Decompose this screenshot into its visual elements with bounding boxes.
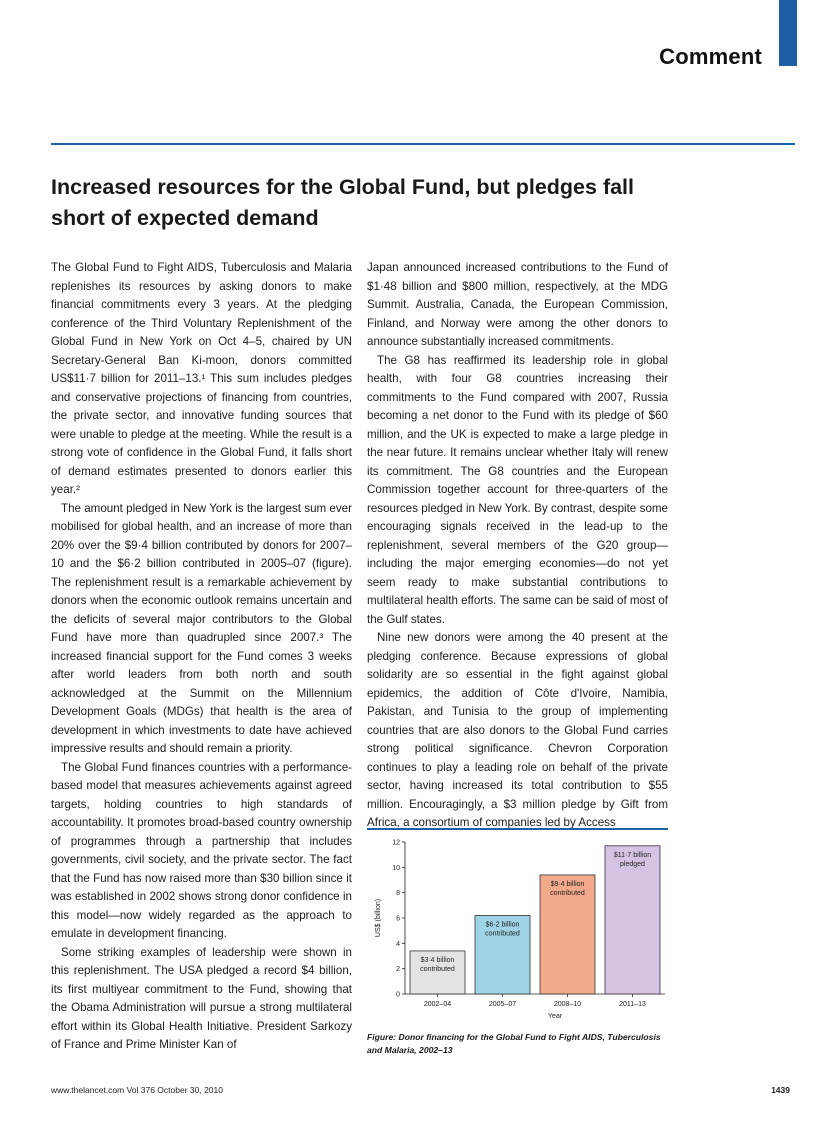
paragraph: The G8 has reaffirmed its leadership role in global health, with four G8 countries increasing their commitments to the Fund compared with 2007, Russia becoming a net donor to the Fund with its pledge of $60 million, and the UK is expected to make a large pledge in the near future. It remains unclear whether Italy will renew its commitment. The G8 countries and the European Commission together account for three-quarters of the resources pledged in New York. By contrast, despite some encouraging signals received in the lead-up to the replenishment, several members of the G20 group—including the major emerging economies—do not yet seem ready to make substantial contributions to multilateral health efforts. The same can be said of most of the Gulf states. [367,353,668,626]
paragraph: Japan announced increased contributions to the Fund of $1·48 billion and $800 million, respectively, at the MDG Summit. Australia, Canada, the European Commission, Finland, and Norway were among the other donors to announce substantially increased commitments. [367,261,668,348]
footer-citation: www.thelancet.com Vol 376 October 30, 2010 [51,1085,223,1095]
right-column [367,259,668,833]
page-number: 1439 [771,1085,790,1095]
paragraph: The amount pledged in New York is the largest sum ever mobilised for global health, and an increase of more than 20% over the $9·4 billion contributed by donors for 2007–10 and the $6·2 billion contributed in 2005–07 (figure). The replenishment result is a remarkable achievement by donors when the economic outlook remains uncertain and the deficits of several major contributors to the Global Fund have more than quadrupled since 2007.³ The increased financial support for the Fund comes 3 weeks after world leaders from both north and south acknowledged at the Summit on the Millennium Development Goals (MDGs) that health is the area of development in which investments to date have achieved impressive results and should remain a priority. [51,501,352,755]
header-rule [51,143,795,145]
article-title: Increased resources for the Global Fund, but pledges fall short of expected demand [51,175,635,230]
bar-data-label: $6·2 billion [485,921,520,929]
y-tick-label: 6 [396,915,400,923]
paragraph: The Global Fund to Fight AIDS, Tuberculosis and Malaria replenishes its resources by asking donors to make financial commitments every 3 years. At the pledging conference of the Third Voluntary Replenishment of the Global Fund in New York on Oct 4–5, chaired by UN Secretary-General Ban Ki-moon, donors committed US$11·7 billion for 2011–13.¹ This sum includes pledges and conservative projections of financing from countries, the private sector, and innovative funding sources that were unable to pledge at the meeting. While the result is a strong vote of confidence in the Global Fund, it falls short of demand estimates presented to donors earlier this year.² [51,261,352,496]
section-label: Comment [659,44,762,69]
bar-data-label: $3·4 billion [420,956,455,964]
y-tick-label: 8 [396,890,400,898]
x-tick-label: 2002–04 [423,1001,452,1008]
y-tick-label: 12 [392,839,400,847]
paragraph: Some striking examples of leadership were shown in this replenishment. The USA pledged a record $4 billion, its first multiyear commitment to the Fund, showing that the Obama Administration will pursue a strong multilateral effort within its Global Health Initiative. President Sarkozy of France and Prime Minister Kan of [51,945,352,1051]
bar-data-label: contributed [550,889,585,897]
x-tick-label: 2008–10 [553,1001,582,1008]
bar [605,846,660,994]
left-column [51,259,352,1055]
x-axis-label: Year [547,1013,563,1020]
bar-data-label: contributed [485,930,520,938]
y-tick-label: 0 [396,991,400,999]
bar-data-label: contributed [420,965,455,973]
y-tick-label: 4 [396,940,400,948]
x-tick-label: 2011–13 [619,1001,646,1008]
bar-chart [367,836,668,1026]
figure-caption: Figure: Donor financing for the Global Fund to Fight AIDS, Tuberculosis and Malaria, 2002–13 [367,1032,661,1055]
y-tick-label: 10 [392,864,400,872]
paragraph: Nine new donors were among the 40 present at the pledging conference. Because expressions of global solidarity are so essential in the fight against global epidemics, the addition of Côte d'Ivoire, Namibia, Pakistan, and Tunisia to the group of implementing countries that are also donors to the Global Fund carries strong political significance. Chevron Corporation continues to play a leading role on behalf of the private sector, having increased its total contribution to $55 million. Encouragingly, a $3 million pledge by Gift from Africa, a consortium of companies led by Access [367,631,668,829]
figure [367,828,668,1072]
section-color-tab [779,0,797,66]
bar-data-label: $9·4 billion [550,880,585,888]
y-tick-label: 2 [396,966,400,974]
x-tick-label: 2005–07 [488,1001,517,1008]
y-axis-label: US$ (billion) [375,898,382,938]
bar-data-label: $11·7 billion [613,851,652,859]
bar-data-label: pledged [620,860,645,868]
paragraph: The Global Fund finances countries with a performance-based model that measures achievements against agreed targets, holding countries to high standards of accountability. It promotes broad-based country ownership of programmes through a partnership that includes governments, civil society, and the private sector. The fact that the Fund has now raised more than $30 billion since it was established in 2002 shows strong donor confidence in this model—now widely regarded as the approach to emulate in development financing. [51,760,352,940]
